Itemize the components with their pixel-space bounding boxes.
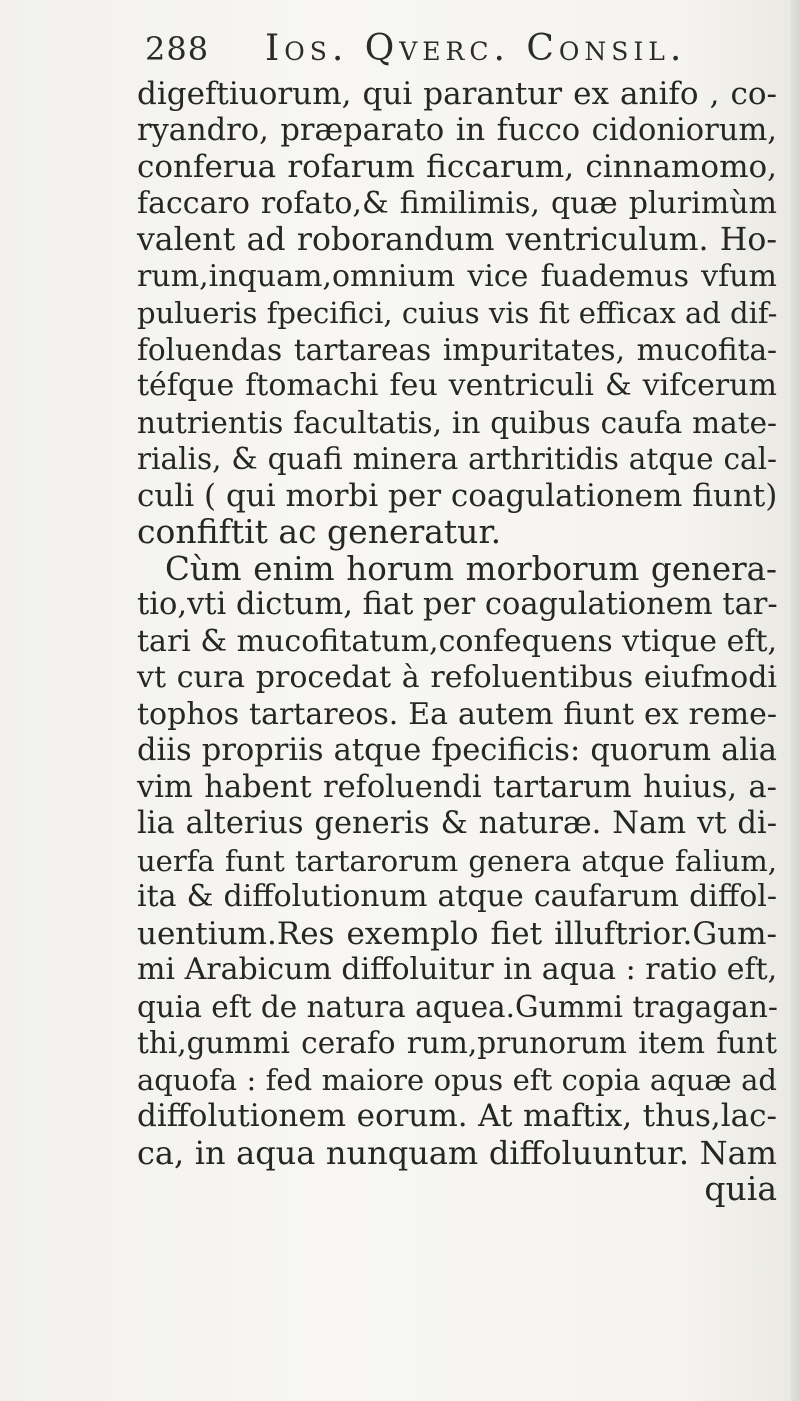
body-text [137,76,777,1208]
text-line: rum,inquam,omnium vice fuademus vfum [137,258,777,294]
text-line: vim habent refoluendi tartarum huius, a- [137,769,777,805]
text-line: ryandro, præparato in fucco cidoniorum, [137,112,777,148]
text-line: culi ( qui morbi per coagulationem fiunt) [137,477,778,514]
text-line: tari & mucofitatum,confequens vtique eft, [137,623,778,659]
text-line: lia alterius generis & naturæ. Nam vt di- [137,806,777,841]
running-title: Ios. Qverc. Consil. [265,28,687,69]
text-line: confiftit ac generatur. [137,512,502,551]
text-line: vt cura procedat à refoluentibus eiufmodi [137,660,777,695]
text-line: rialis, & quafi minera arthritidis atque cal- [137,442,777,476]
text-line: uerfa funt tartarorum genera atque falium, [137,843,777,878]
text-line: téfque ftomachi feu ventriculi & vifcerum [137,368,777,403]
text-line: quia eft de natura aquea.Gummi tragagan- [137,989,778,1024]
text-line: Cùm enim horum morborum genera- [165,549,777,588]
text-line: foluendas tartareas impuritates, mucofita- [137,332,777,367]
text-line: aquofa : fed maiore opus eft copia aquæ ad [137,1062,777,1097]
text-line: uentium.Res exemplo fiet illuftrior.Gum- [137,915,777,952]
text-line: diis propriis atque fpecificis: quorum alia [137,733,777,768]
text-line: diffolutionem eorum. At maftix, thus,lac- [137,1098,777,1134]
page-number: 288 [145,30,210,68]
text-line: tophos tartareos. Ea autem fiunt ex reme- [137,696,777,732]
text-line: ita & diffolutionum atque caufarum diffol- [137,879,777,914]
text-line: conferua rofarum ficcarum, cinnamomo, [137,149,777,185]
catchword: quia [704,1169,777,1208]
text-line: pulueris fpecifici, cuius vis fit efficax ad dif- [137,296,778,330]
text-line: nutrientis facultatis, in quibus caufa mate- [137,405,777,440]
text-line: valent ad roborandum ventriculum. Ho- [137,222,777,258]
text-line: digeftiuorum, qui parantur ex anifo , co- [137,76,777,112]
page-header [145,28,765,78]
page-edge [790,0,800,1401]
text-line: mi Arabicum diffoluitur in aqua : ratio eft, [137,952,778,987]
text-line: thi,gummi cerafo rum,prunorum item funt [137,1026,777,1060]
text-line: faccaro rofato,& fimilimis, quæ plurimùm [137,185,777,221]
text-line: tio,vti dictum, fiat per coagulationem tar- [137,587,778,622]
text-line: ca, in aqua nunquam diffoluuntur. Nam [137,1133,777,1172]
